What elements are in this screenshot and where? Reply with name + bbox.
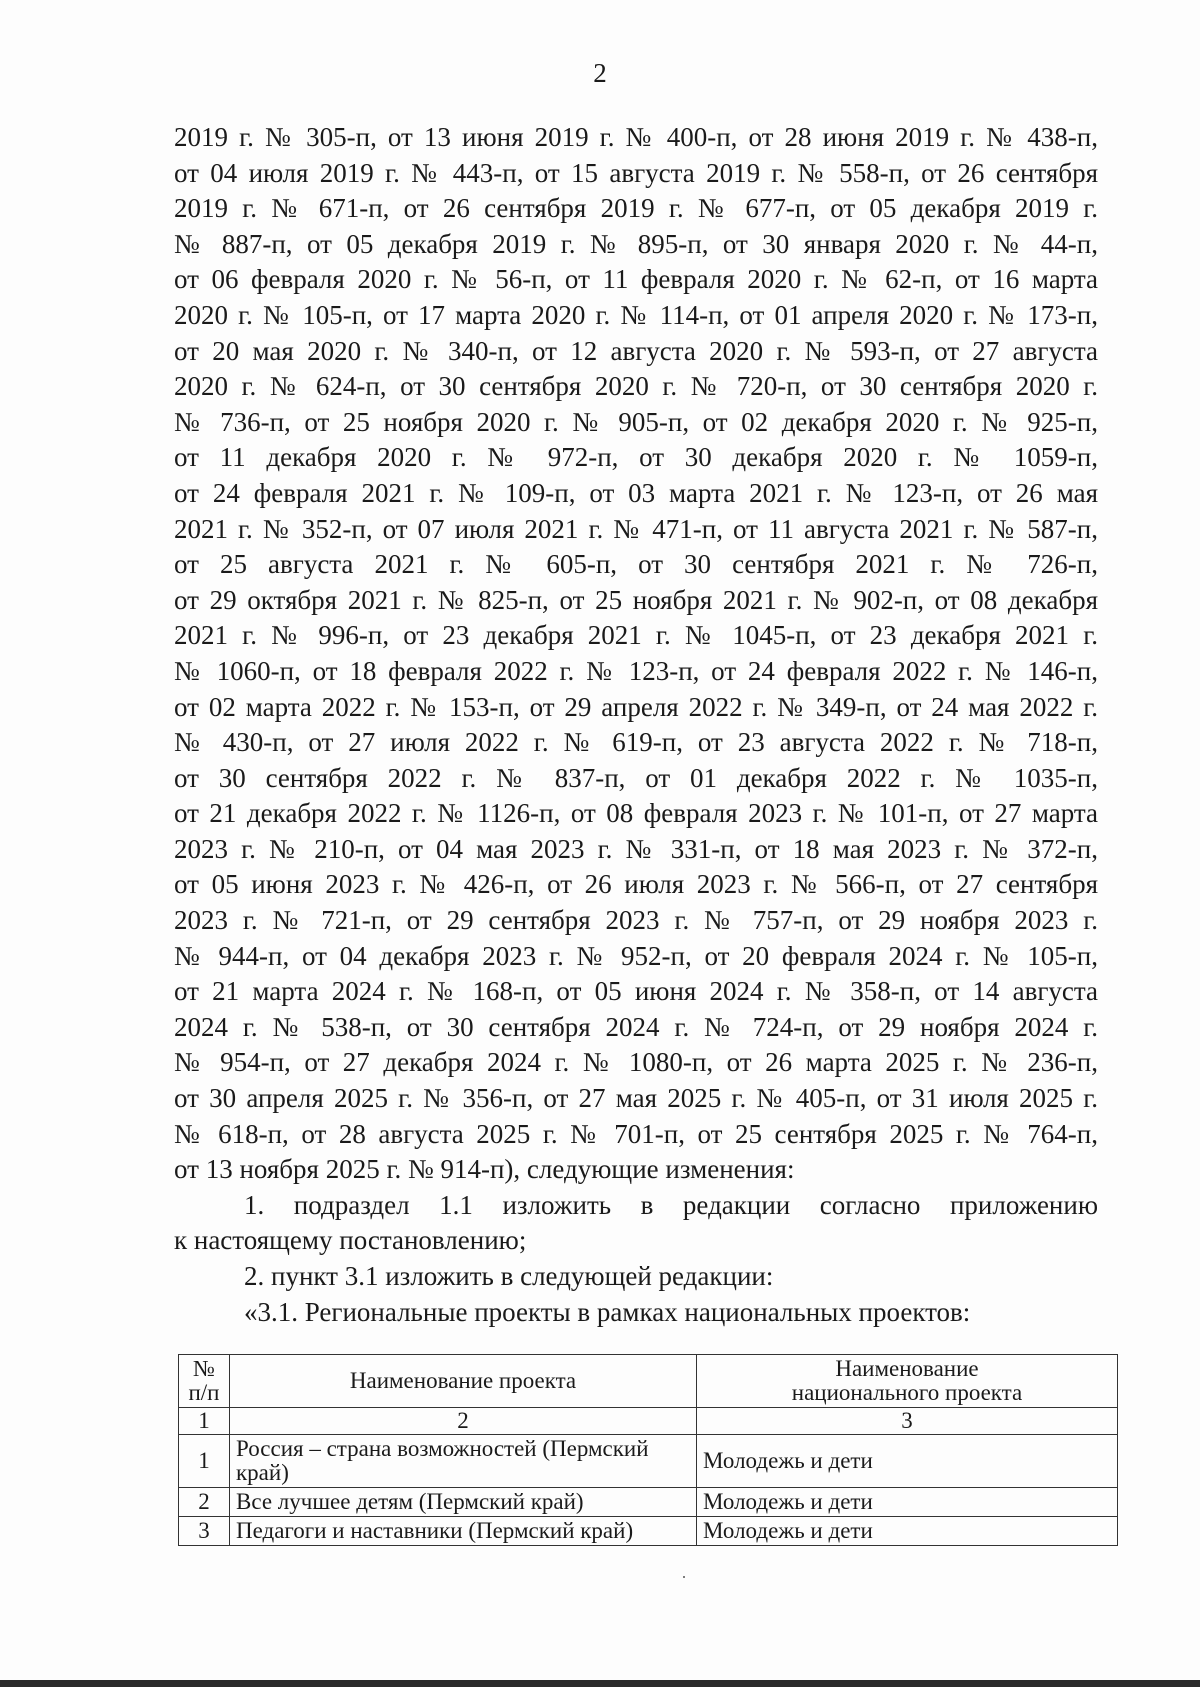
text-line: от 11 декабря 2020 г. № 972-п, от 30 декабря 2020 г. № 1059-п, — [174, 442, 1098, 473]
text-line: 2020 г. № 624-п, от 30 сентября 2020 г. № 720-п, от 30 сентября 2020 г. — [174, 371, 1098, 402]
projects-table — [178, 1354, 1118, 1546]
text-line: № 887-п, от 05 декабря 2019 г. № 895-п, от 30 января 2020 г. № 44-п, — [174, 228, 1098, 259]
item-1-line-2: к настоящему постановлению; — [174, 1225, 527, 1256]
text-line: от 21 декабря 2022 г. № 1126-п, от 08 февраля 2023 г. № 101-п, от 27 марта — [174, 798, 1098, 829]
text-line: от 05 июня 2023 г. № 426-п, от 26 июля 2023 г. № 566-п, от 27 сентября — [174, 869, 1098, 900]
national-project-cell: Молодежь и дети — [697, 1517, 1118, 1546]
text-line: от 30 апреля 2025 г. № 356-п, от 27 мая 2025 г. № 405-п, от 31 июля 2025 г. — [174, 1083, 1098, 1114]
header-project-name: Наименование проекта — [230, 1355, 697, 1408]
row-number-cell: 1 — [179, 1435, 230, 1488]
page-number: 2 — [593, 58, 607, 88]
text-line: от 06 февраля 2020 г. № 56-п, от 11 февраля 2020 г. № 62-п, от 16 марта — [174, 264, 1098, 295]
column-number-cell: 2 — [230, 1408, 697, 1435]
text-line: 2023 г. № 210-п, от 04 мая 2023 г. № 331-п, от 18 мая 2023 г. № 372-п, — [174, 833, 1098, 864]
table-row — [179, 1488, 1118, 1517]
column-number-row — [179, 1408, 1118, 1435]
text-line: от 25 августа 2021 г. № 605-п, от 30 сентября 2021 г. № 726-п, — [174, 549, 1098, 580]
text-line: от 13 ноября 2025 г. № 914-п), следующие изменения: — [174, 1154, 795, 1185]
column-number-cell: 3 — [697, 1408, 1118, 1435]
item-2: 2. пункт 3.1 изложить в следующей редакции: — [244, 1261, 774, 1291]
project-name-cell: Россия – страна возможностей (Пермский край) — [230, 1435, 697, 1488]
project-name-cell: Все лучшее детям (Пермский край) — [230, 1488, 697, 1517]
body-text — [174, 120, 1098, 1330]
text-line: 2023 г. № 721-п, от 29 сентября 2023 г. № 757-п, от 29 ноября 2023 г. — [174, 905, 1098, 936]
text-line: от 02 марта 2022 г. № 153-п, от 29 апреля 2022 г. № 349-п, от 24 мая 2022 г. — [174, 691, 1098, 722]
national-project-cell: Молодежь и дети — [697, 1435, 1118, 1488]
header-number-line-1: № — [193, 1356, 215, 1381]
text-line: 2019 г. № 305-п, от 13 июня 2019 г. № 400-п, от 28 июня 2019 г. № 438-п, — [174, 122, 1098, 152]
header-number — [179, 1355, 230, 1408]
row-number-cell: 2 — [179, 1488, 230, 1517]
text-line: 2020 г. № 105-п, от 17 марта 2020 г. № 114-п, от 01 апреля 2020 г. № 173-п, — [174, 299, 1098, 330]
text-line: от 20 мая 2020 г. № 340-п, от 12 августа 2020 г. № 593-п, от 27 августа — [174, 335, 1098, 366]
text-line: № 736-п, от 25 ноября 2020 г. № 905-п, от 02 декабря 2020 г. № 925-п, — [174, 406, 1098, 437]
text-line: № 944-п, от 04 декабря 2023 г. № 952-п, от 20 февраля 2024 г. № 105-п, — [174, 940, 1098, 971]
scan-speck — [683, 1576, 685, 1578]
text-line: 2021 г. № 996-п, от 23 декабря 2021 г. № 1045-п, от 23 декабря 2021 г. — [174, 620, 1098, 651]
text-line: 2024 г. № 538-п, от 30 сентября 2024 г. № 724-п, от 29 ноября 2024 г. — [174, 1011, 1098, 1042]
header-national-line-2: национального проекта — [791, 1380, 1023, 1405]
text-line: от 30 сентября 2022 г. № 837-п, от 01 декабря 2022 г. № 1035-п, — [174, 762, 1098, 793]
project-name-cell: Педагоги и наставники (Пермский край) — [230, 1517, 697, 1546]
item-2-quote: «3.1. Региональные проекты в рамках национальных проектов: — [244, 1296, 971, 1327]
projects-table-wrapper — [178, 1354, 1078, 1546]
text-line: от 21 марта 2024 г. № 168-п, от 05 июня 2024 г. № 358-п, от 14 августа — [174, 976, 1098, 1007]
table-row — [179, 1435, 1118, 1488]
text-line: от 04 июля 2019 г. № 443-п, от 15 августа 2019 г. № 558-п, от 26 сентября — [174, 157, 1098, 188]
text-line: 2019 г. № 671-п, от 26 сентября 2019 г. № 677-п, от 05 декабря 2019 г. — [174, 193, 1098, 224]
header-national-line-1: Наименование — [835, 1356, 979, 1381]
text-line: № 618-п, от 28 августа 2025 г. № 701-п, от 25 сентября 2025 г. № 764-п, — [174, 1118, 1098, 1149]
header-national-project — [697, 1355, 1118, 1408]
row-number-cell: 3 — [179, 1517, 230, 1546]
table-row — [179, 1517, 1118, 1546]
text-line: от 24 февраля 2021 г. № 109-п, от 03 марта 2021 г. № 123-п, от 26 мая — [174, 477, 1098, 508]
text-line: № 954-п, от 27 декабря 2024 г. № 1080-п, от 26 марта 2025 г. № 236-п, — [174, 1047, 1098, 1078]
national-project-cell: Молодежь и дети — [697, 1488, 1118, 1517]
text-line: № 1060-п, от 18 февраля 2022 г. № 123-п, от 24 февраля 2022 г. № 146-п, — [174, 655, 1098, 686]
scan-bottom-edge — [0, 1680, 1200, 1687]
text-line: № 430-п, от 27 июля 2022 г. № 619-п, от 23 августа 2022 г. № 718-п, — [174, 727, 1098, 758]
text-line: от 29 октября 2021 г. № 825-п, от 25 ноября 2021 г. № 902-п, от 08 декабря — [174, 584, 1098, 615]
item-1-line-1: 1. подраздел 1.1 изложить в редакции согласно приложению — [244, 1189, 1098, 1220]
header-number-line-2: п/п — [188, 1380, 220, 1405]
column-number-cell: 1 — [179, 1408, 230, 1435]
table-header-row — [179, 1355, 1118, 1408]
text-line: 2021 г. № 352-п, от 07 июля 2021 г. № 471-п, от 11 августа 2021 г. № 587-п, — [174, 513, 1098, 544]
